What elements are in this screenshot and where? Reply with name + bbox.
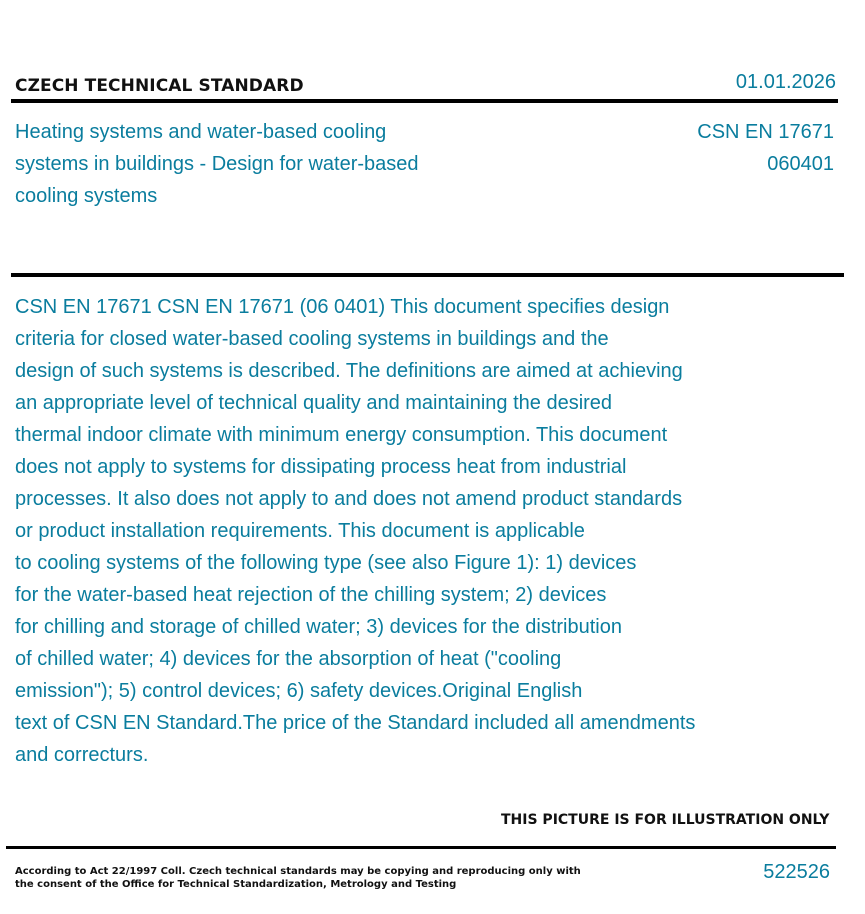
illustration-disclaimer: THIS PICTURE IS FOR ILLUSTRATION ONLY (501, 812, 830, 828)
standard-identifiers (697, 116, 834, 180)
publication-date: 01.01.2026 (735, 71, 836, 93)
footer-divider (6, 846, 836, 849)
header-divider (11, 99, 838, 103)
classification-code: 060401 (767, 153, 834, 175)
standard-number: CSN EN 17671 (697, 121, 834, 143)
legal-notice: According to Act 22/1997 Coll. Czech technical standards may be copying and reproducing only with the consent of the Office for Technical Standardization, Metrology and Testing (15, 866, 581, 890)
document-code: 522526 (763, 861, 830, 883)
standard-title: Heating systems and water-based cooling systems in buildings - Design for water-based cooling systems (15, 121, 419, 207)
document-type-label: CZECH TECHNICAL STANDARD (15, 76, 304, 96)
title-divider (11, 273, 844, 277)
standard-description: CSN EN 17671 CSN EN 17671 (06 0401) This document specifies design criteria for closed water-based cooling systems in buildings and the design of such systems is described. The definitions are aimed at achieving an appropriate level of technical quality and maintaining the desired thermal indoor climate with minimum energy consumption. This document does not apply to systems for dissipating process heat from industrial processes. It also does not apply to and does not amend product standards or product installation requirements. This document is applicable to cooling systems of the following type (see also Figure 1): 1) devices for the water-based heat rejection of the chilling system; 2) devices for chilling and storage of chilled water; 3) devices for the distribution of chilled water; 4) devices for the absorption of heat ("cooling emission"); 5) control devices; 6) safety devices.Original English text of CSN EN Standard.The price of the Standard included all amendments and correcturs. (15, 296, 696, 766)
